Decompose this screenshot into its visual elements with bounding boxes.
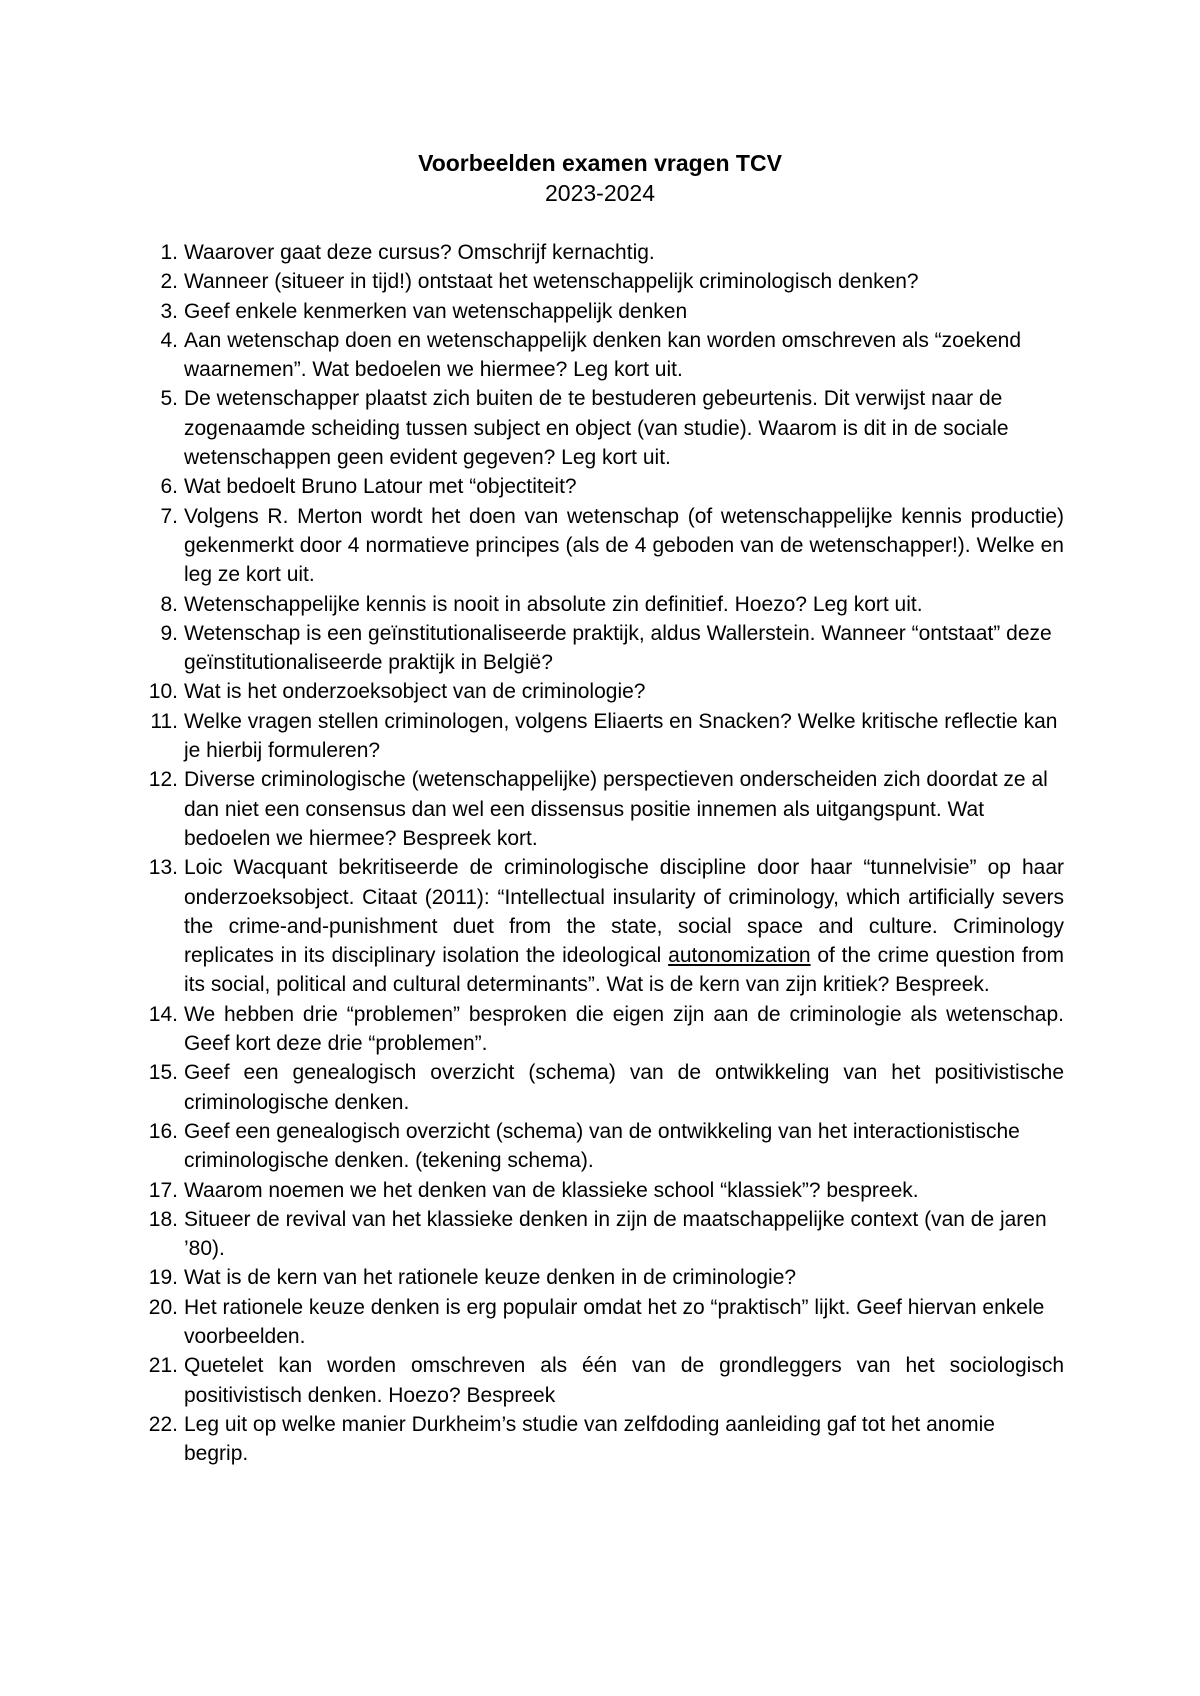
question-text: Quetelet kan worden omschreven als één van de grondleggers van het sociologisch positivistisch denken. Hoezo? Bespreek [184,1354,1064,1407]
question-number: 2. [160,270,178,294]
question-number: 17. [148,1178,178,1202]
question-text: Wanneer (situeer in tijd!) ontstaat het wetenschappelijk criminologisch denken? [184,270,919,294]
question-item [146,1263,1064,1292]
question-text: Diverse criminologische (wetenschappelijke) perspectieven onderscheiden zich doordat ze al dan niet een consensus dan wel een dissensus positie innemen als uitgangspunt. Wat bedoelen we hiermee? Bespreek kort. [184,768,1048,850]
question-item [146,765,1064,853]
question-number: 14. [148,1002,178,1026]
question-item [146,590,1064,619]
question-number: 1. [160,241,178,264]
question-item [146,297,1064,326]
question-text: Het rationele keuze denken is erg populair omdat het zo “praktisch” lijkt. Geef hiervan enkele voorbeelden. [184,1295,1045,1348]
question-item [146,677,1064,706]
question-item [146,619,1064,678]
question-text: Wetenschap is een geïnstitutionaliseerde praktijk, aldus Wallerstein. Wanneer “ontstaat” deze geïnstitutionaliseerde praktijk in België? [184,621,1052,675]
question-text: Waarom noemen we het denken van de klassieke school “klassiek”? bespreek. [184,1178,919,1202]
question-item [146,502,1064,590]
question-text: Welke vragen stellen criminologen, volgens Eliaerts en Snacken? Welke kritische reflectie kan je hierbij formuleren? [184,709,1058,763]
question-text: Leg uit op welke manier Durkheim’s studie van zelfdoding aanleiding gaf tot het anomie begrip. [184,1412,995,1466]
question-number: 16. [148,1119,178,1143]
question-text: Wetenschappelijke kennis is nooit in absolute zin definitief. Hoezo? Leg kort uit. [184,592,923,616]
question-number: 13. [148,856,178,880]
underlined-term: autonomization [668,944,811,968]
question-number: 21. [148,1354,178,1378]
question-text: Geef een genealogisch overzicht (schema) van de ontwikkeling van het positivistische criminologische denken. [184,1061,1064,1114]
question-number: 11. [150,709,178,733]
question-number: 6. [160,475,178,499]
document-year: 2023-2024 [545,180,655,206]
question-text: Aan wetenschap doen en wetenschappelijk denken kan worden omschreven als “zoekend waarnemen”. Wat bedoelen we hiermee? Leg kort uit. [184,328,1022,382]
question-text: Geef een genealogisch overzicht (schema) van de ontwikkeling van het interactionistische criminologische denken. (tekening schema). [184,1119,1020,1173]
question-number: 5. [160,387,178,411]
question-item [146,1176,1064,1205]
question-text: Wat bedoelt Bruno Latour met “objectiteit? [184,475,577,499]
question-item [146,384,1064,472]
question-number: 3. [160,299,178,323]
question-item [146,267,1064,296]
question-text: Wat is het onderzoeksobject van de criminologie? [184,680,646,704]
question-text: Geef enkele kenmerken van wetenschappelijk denken [184,299,688,323]
question-item [146,326,1064,385]
question-number: 7. [160,504,178,528]
question-text: Waarover gaat deze cursus? Omschrijf kernachtig. [184,241,655,264]
question-item [146,707,1064,766]
question-number: 22. [148,1412,178,1436]
question-number: 20. [148,1295,178,1319]
question-number: 10. [148,680,178,704]
question-item [146,853,1064,999]
question-number: 9. [160,621,178,645]
question-number: 12. [148,768,178,792]
question-text: Wat is de kern van het rationele keuze denken in de criminologie? [184,1266,797,1290]
question-number: 19. [148,1266,178,1290]
document-title: Voorbeelden examen vragen TCV [418,150,782,176]
question-number: 18. [148,1207,178,1231]
question-item [146,1058,1064,1117]
question-list [146,238,1064,1468]
document-header [0,148,1200,208]
question-item [146,1000,1064,1059]
question-text: Situeer de revival van het klassieke denken in zijn de maatschappelijke context (van de jaren ’80). [184,1207,1047,1261]
question-text: We hebben drie “problemen” besproken die eigen zijn aan de criminologie als wetenschap. Geef kort deze drie “problemen”. [184,1002,1064,1056]
question-text-part: Loic Wacquant bekritiseerde de criminologische discipline door haar “tunnelvisie” op haar onderzoeksobject. Citaat (2011): “Intellectual insularity of criminology, which artificially severs the crime-and-punishment duet from the state, social space and culture. Criminology replicates in its disciplinary isolation the ideological [184,856,1064,968]
question-item [146,1293,1064,1352]
question-item [146,238,1064,267]
question-item [146,1205,1064,1264]
question-text: De wetenschapper plaatst zich buiten de te bestuderen gebeurtenis. Dit verwijst naar de zogenaamde scheiding tussen subject en object (van studie). Waarom is dit in de sociale wetenschappen geen evident gegeven? Leg kort uit. [184,387,1009,470]
question-text [184,853,1064,999]
question-item [146,1117,1064,1176]
question-number: 4. [160,328,178,352]
question-item [146,1351,1064,1410]
question-text: Volgens R. Merton wordt het doen van wetenschap (of wetenschappelijke kennis productie) gekenmerkt door 4 normatieve principes (als de 4 geboden van de wetenschapper!). Welke en leg ze kort uit. [184,504,1064,587]
question-number: 8. [160,592,178,616]
question-number: 15. [148,1061,178,1085]
question-text-part: of the crime question from its social, political and cultural determinants”. Wat is de kern van zijn kritiek? Bespreek. [184,944,1064,997]
question-item [146,472,1064,501]
question-item [146,1410,1064,1469]
